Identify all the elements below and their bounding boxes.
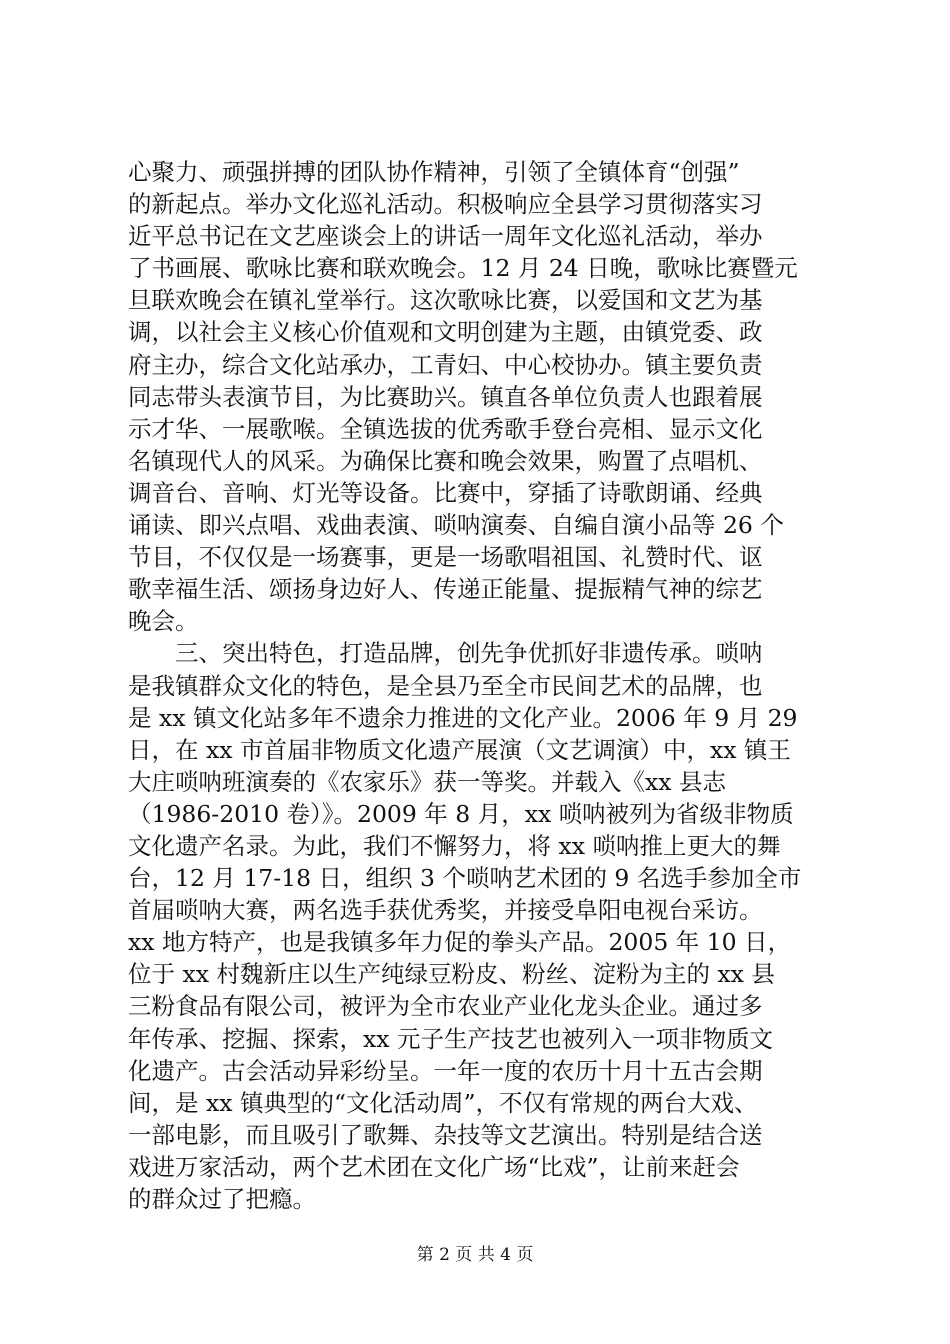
body-text	[128, 156, 848, 1215]
text-line: 调音台、音响、灯光等设备。比赛中，穿插了诗歌朗诵、经典	[128, 478, 763, 507]
text-line: 心聚力、顽强拼搏的团队协作精神，引领了全镇体育“创强”	[128, 158, 740, 186]
text-line: 三粉食品有限公司，被评为全市农业产业化龙头企业。通过多	[128, 992, 763, 1021]
text-line: 诵读、即兴点唱、戏曲表演、唢呐演奏、自编自演小品等 26 个	[128, 511, 784, 540]
text-line: 的新起点。举办文化巡礼活动。积极响应全县学习贯彻落实习	[128, 190, 763, 219]
text-line: 同志带头表演节目，为比赛助兴。镇直各单位负责人也跟着展	[128, 382, 763, 411]
text-line: 位于 xx 村魏新庄以生产纯绿豆粉皮、粉丝、淀粉为主的 xx 县	[128, 960, 775, 989]
text-line: 是 xx 镇文化站多年不遗余力推进的文化产业。2006 年 9 月 29	[128, 703, 798, 732]
text-line: 日，在 xx 市首届非物质文化遗产展演（文艺调演）中，xx 镇王	[128, 735, 791, 764]
text-line: 大庄唢呐班演奏的《农家乐》获一等奖。并载入《xx 县志	[128, 767, 726, 796]
text-line: 晚会。	[128, 607, 199, 636]
text-line: 化遗产。古会活动异彩纷呈。一年一度的农历十月十五古会期	[128, 1056, 763, 1085]
text-line: 节目，不仅仅是一场赛事，更是一场歌唱祖国、礼赞时代、讴	[128, 543, 763, 572]
text-line: 名镇现代人的风采。为确保比赛和晚会效果，购置了点唱机、	[128, 446, 763, 475]
text-line: 三、突出特色，打造品牌，创先争优抓好非遗传承。唢呐	[128, 639, 763, 668]
text-line: 近平总书记在文艺座谈会上的讲话一周年文化巡礼活动，举办	[128, 222, 763, 251]
text-line: 了书画展、歌咏比赛和联欢晚会。12 月 24 日晚，歌咏比赛暨元	[128, 254, 798, 283]
text-line: 戏进万家活动，两个艺术团在文化广场“比戏”，让前来赶会	[128, 1152, 740, 1181]
text-line: 文化遗产名录。为此，我们不懈努力，将 xx 唢呐推上更大的舞	[128, 831, 781, 860]
text-line: 的群众过了把瘾。	[128, 1185, 316, 1213]
text-line: 调，以社会主义核心价值观和文明创建为主题，由镇党委、政	[128, 318, 763, 347]
text-line: 示才华、一展歌喉。全镇选拔的优秀歌手登台亮相、显示文化	[128, 414, 763, 443]
text-line: 旦联欢晚会在镇礼堂举行。这次歌咏比赛，以爱国和文艺为基	[128, 286, 763, 315]
text-line: 一部电影，而且吸引了歌舞、杂技等文艺演出。特别是结合送	[128, 1120, 763, 1149]
page-footer: 第 2 页 共 4 页	[416, 1245, 534, 1265]
text-line: 年传承、挖掘、探索，xx 元子生产技艺也被列入一项非物质文	[128, 1024, 773, 1053]
text-line: 府主办，综合文化站承办，工青妇、中心校协办。镇主要负责	[128, 350, 763, 379]
text-line: 间，是 xx 镇典型的“文化活动周”，不仅有常规的两台大戏、	[128, 1088, 758, 1117]
text-line: 歌幸福生活、颂扬身边好人、传递正能量、提振精气神的综艺	[128, 575, 763, 604]
text-line: 是我镇群众文化的特色，是全县乃至全市民间艺术的品牌，也	[128, 671, 763, 700]
text-line: xx 地方特产，也是我镇多年力促的拳头产品。2005 年 10 日，	[128, 928, 792, 957]
text-line: 首届唢呐大赛，两名选手获优秀奖，并接受阜阳电视台采访。	[128, 896, 763, 925]
text-line: 台，12 月 17-18 日，组织 3 个唢呐艺术团的 9 名选手参加全市	[128, 864, 802, 893]
text-line: （1986-2010 卷）》。2009 年 8 月，xx 唢呐被列为省级非物质	[128, 799, 794, 828]
